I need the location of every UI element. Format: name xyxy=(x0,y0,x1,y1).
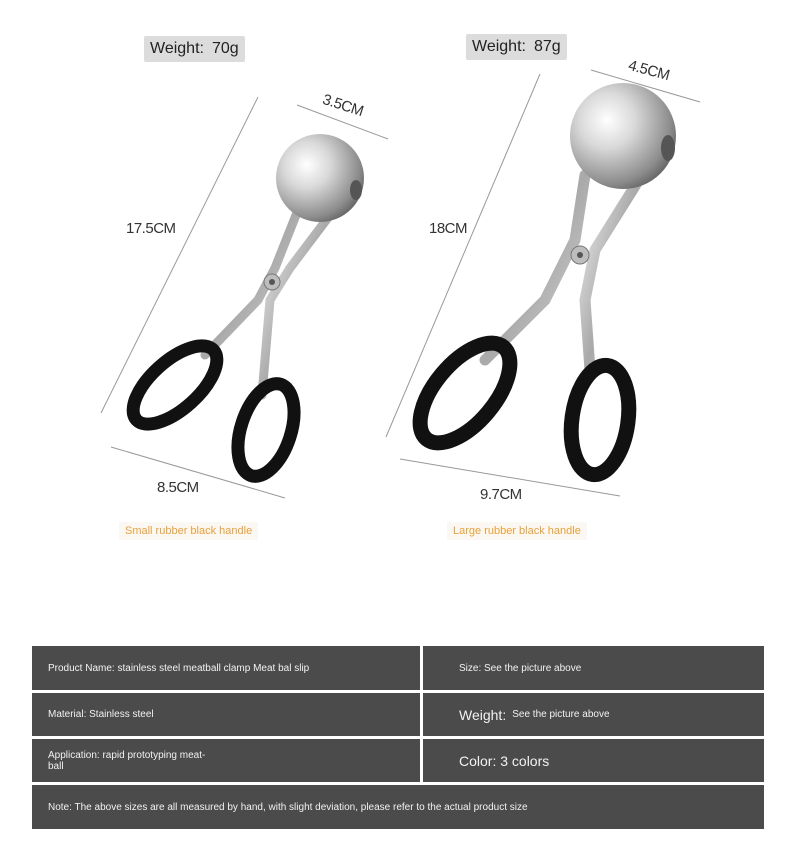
large-length: 18CM xyxy=(429,220,468,237)
small-handle-left xyxy=(120,332,229,437)
spec-row-note xyxy=(32,785,764,829)
small-ball-diameter: 3.5CM xyxy=(320,90,366,121)
size-info: Size: See the picture above xyxy=(459,662,582,674)
weight-info xyxy=(423,693,764,736)
application-line-2: ball xyxy=(48,760,64,772)
product-name: Product Name: stainless steel meatball clamp Meat bal slip xyxy=(48,662,310,674)
small-handle-width: 8.5CM xyxy=(157,479,199,496)
small-length: 17.5CM xyxy=(126,220,176,237)
spec-row-3 xyxy=(32,739,764,782)
large-meatball-clamp xyxy=(386,70,700,496)
small-meatball-clamp xyxy=(101,97,388,498)
small-weight-label: Weight: xyxy=(150,40,204,57)
large-arm-right xyxy=(585,178,640,370)
large-handle-left xyxy=(403,328,526,458)
large-ball-diameter: 4.5CM xyxy=(626,56,672,85)
spec-row-1 xyxy=(32,646,764,690)
spec-row-2 xyxy=(32,693,764,736)
large-arm-left xyxy=(485,175,585,360)
large-length-line xyxy=(386,74,540,437)
material-info: Material: Stainless steel xyxy=(48,709,154,720)
small-weight-value: 70g xyxy=(211,40,239,57)
application-line-1: Application: rapid prototyping meat- xyxy=(48,749,206,761)
small-handle-right xyxy=(227,377,304,484)
small-caption: Small rubber black handle xyxy=(119,522,258,540)
application-info xyxy=(32,739,420,782)
large-handle-right xyxy=(565,362,636,479)
weight-value: See the picture above xyxy=(512,709,610,720)
large-scoop-ball xyxy=(570,83,676,189)
note-info: Note: The above sizes are all measured by hand, with slight deviation, please refer to the actual product size xyxy=(48,801,528,813)
large-weight-value: 87g xyxy=(533,38,561,55)
color-info: Color: 3 colors xyxy=(459,752,550,769)
small-length-line xyxy=(101,97,258,413)
large-handle-width: 9.7CM xyxy=(480,486,522,503)
small-arm-right xyxy=(262,215,330,395)
large-weight-tag xyxy=(466,34,567,60)
large-caption: Large rubber black handle xyxy=(447,522,587,540)
small-weight-tag xyxy=(144,36,245,62)
weight-label: Weight: xyxy=(459,706,507,723)
large-weight-label: Weight: xyxy=(472,38,526,55)
small-scoop-ball xyxy=(276,134,364,222)
